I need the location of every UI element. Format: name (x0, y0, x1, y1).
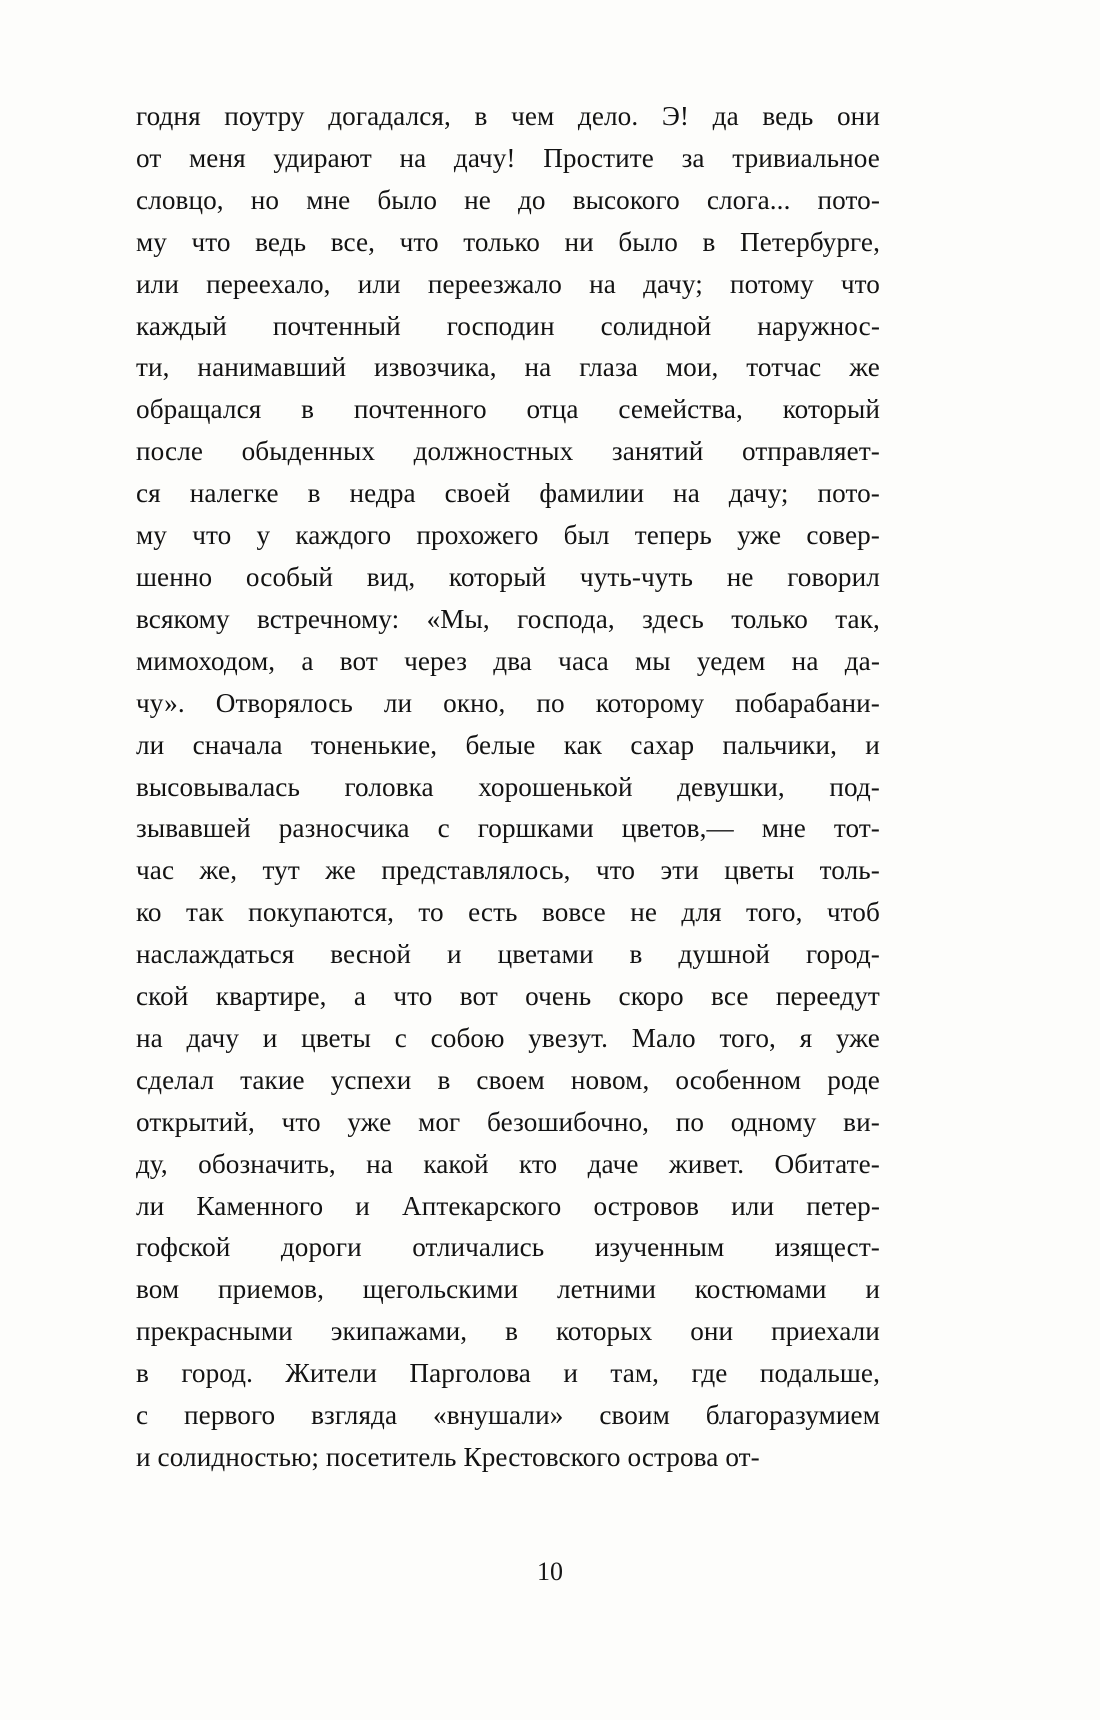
body-text-word: же (849, 352, 880, 383)
body-text-word: все (711, 981, 749, 1012)
body-text-line (136, 1353, 880, 1395)
body-text-word: благоразумием (705, 1400, 880, 1431)
body-text-line (136, 767, 880, 809)
body-text-word: чуть-чуть (579, 561, 693, 592)
body-text-word: то (418, 897, 444, 928)
body-text-line (136, 557, 880, 599)
body-text-word: отправляет- (741, 436, 880, 467)
body-text-line (136, 389, 880, 431)
body-text-word: господа, (517, 603, 615, 634)
body-text-word: дачу! (453, 142, 516, 173)
body-text-word: ко (136, 897, 162, 928)
body-text-word: да (712, 101, 739, 131)
page-number: 10 (537, 1557, 563, 1586)
body-text-word: у (256, 520, 271, 551)
body-text-word: своем (476, 1064, 545, 1095)
body-text-word: одному (730, 1106, 817, 1137)
body-text-word: особенном (675, 1064, 802, 1095)
body-text-word: каждый (136, 310, 227, 341)
body-text-word: ти, (136, 352, 170, 383)
body-text-line (136, 725, 880, 767)
body-text-word: что (393, 981, 433, 1012)
body-text-line (136, 850, 880, 892)
body-text-word: в (474, 101, 488, 131)
body-text-word: того, (746, 897, 803, 928)
body-text-word: с (394, 1022, 407, 1053)
body-text-line (136, 1395, 880, 1437)
body-text-word: ли (136, 1190, 165, 1221)
body-text-word: роде (827, 1064, 880, 1095)
body-text-word: для (681, 897, 722, 928)
body-text-word: догадался, (328, 101, 451, 131)
body-text-word: хорошенькой (478, 771, 633, 802)
body-text-word: уже (737, 520, 782, 551)
body-text-word: через (404, 645, 468, 676)
body-text-word: сделал (136, 1064, 215, 1095)
body-text-word: первого (184, 1400, 276, 1431)
body-text-word: ведь (762, 101, 814, 131)
body-text-word: подальше, (759, 1358, 880, 1389)
body-text-word: отличались (412, 1232, 545, 1263)
body-text-word: словцо, (136, 184, 224, 215)
body-text-word: Петербурге, (740, 226, 880, 257)
body-text-line: и солидностью; посетитель Крестовского острова от- (136, 1442, 760, 1472)
body-text-word: и (447, 939, 462, 970)
body-text-word: Э! (661, 101, 690, 131)
body-text-word: после (136, 436, 204, 467)
body-text-word: город. (181, 1358, 254, 1389)
body-text-word: обращался (136, 394, 262, 425)
body-text-word: мимоходом, (136, 645, 276, 676)
body-text-word: на (136, 1022, 163, 1053)
body-text-word: мог (418, 1106, 461, 1137)
body-text-word: не (726, 561, 754, 592)
body-text-word: каждого (295, 520, 392, 551)
body-text-word: с (437, 813, 450, 844)
body-text-word: они (836, 101, 880, 131)
body-text-word: чем (511, 101, 555, 131)
body-text-word: за (681, 142, 705, 173)
body-text-word: я (799, 1022, 813, 1053)
body-text-word: тривиальное (732, 142, 880, 173)
body-text-line (136, 180, 880, 222)
body-text-word: должностных (413, 436, 574, 467)
body-text-word: солидной (600, 310, 712, 341)
body-text-word: только (731, 603, 808, 634)
body-text-word: цветов,— (621, 813, 734, 844)
body-text-word: и (865, 1274, 880, 1305)
body-text-word: что (840, 268, 880, 299)
body-text-word: годня (136, 101, 201, 131)
body-text-word: вот (459, 981, 498, 1012)
body-text-word: переехало, (206, 268, 331, 299)
body-text-word: ли (383, 687, 413, 718)
body-text-word: всякому (136, 603, 230, 634)
body-text-word: не (464, 184, 491, 215)
body-text-word: ли (136, 729, 165, 760)
body-text-word: тут (262, 855, 300, 886)
body-text-word: встречному: (256, 603, 400, 634)
body-text-word: в (301, 394, 315, 425)
body-text-word: весной (330, 939, 412, 970)
body-text-word: прохожего (416, 520, 539, 551)
body-text-word: мне (306, 184, 351, 215)
body-text-word: не (630, 897, 658, 928)
body-text-word: тоненькие, (310, 729, 438, 760)
body-text-word: потому (729, 268, 814, 299)
body-text-word: на (589, 268, 616, 299)
body-text-word: так, (835, 603, 880, 634)
body-text-word: ни (564, 226, 594, 257)
body-text-word: ви- (843, 1106, 880, 1137)
body-text-word: пото- (817, 184, 880, 215)
body-text-word: приехали (771, 1316, 880, 1347)
body-text-word: и (262, 1022, 278, 1053)
body-text-word: Аптекарского (402, 1190, 562, 1221)
body-text-word: что (399, 226, 439, 257)
body-text-word: же, (199, 855, 238, 886)
body-text-word: открытий, (136, 1106, 255, 1137)
body-text-word: по (675, 1106, 705, 1137)
body-text-word: которому (595, 687, 705, 718)
body-text-word: такие (240, 1064, 305, 1095)
body-text-word: в (629, 939, 643, 970)
body-text-word: налегке (189, 478, 279, 509)
body-text-word: в (702, 226, 716, 257)
body-text-word: Отворялось (215, 687, 353, 718)
body-text-word: новом, (570, 1064, 650, 1095)
body-text-word: девушки, (677, 771, 785, 802)
body-text-line (136, 1060, 880, 1102)
body-text-line (136, 1186, 880, 1228)
body-text-word: в (307, 478, 321, 509)
body-text-word: там, (610, 1358, 660, 1389)
body-text-word: своим (599, 1400, 670, 1431)
body-text-word: есть (468, 897, 518, 928)
body-text-word: увезут. (528, 1022, 608, 1053)
body-text-word: тотчас (746, 352, 822, 383)
body-text-word: который (448, 561, 547, 592)
body-text-word: почтенного (353, 394, 487, 425)
body-text-word: что (595, 855, 636, 886)
body-text-line (136, 1144, 880, 1186)
body-text-word: дачу; (728, 478, 789, 509)
body-text-word: покупаются, (248, 897, 394, 928)
body-text-line (136, 976, 880, 1018)
body-text-word: представлялось, (381, 855, 571, 886)
body-text-word: обозначить, (198, 1148, 336, 1179)
body-text-line (136, 515, 880, 557)
body-text-word: особый (245, 561, 334, 592)
body-text-word: уже (347, 1106, 392, 1137)
body-text-word: сахар (630, 729, 695, 760)
body-text-word: кто (518, 1148, 558, 1179)
body-text-word: горшками (477, 813, 594, 844)
body-text-word: совер- (806, 520, 880, 551)
body-text-word: приемов, (218, 1274, 325, 1305)
body-text-word: высокого (572, 184, 680, 215)
body-text-word: на (399, 142, 427, 173)
body-text-line (136, 1227, 880, 1269)
body-text-word: того, (719, 1022, 776, 1053)
body-text-word: изученным (594, 1232, 725, 1263)
body-text-word: под- (829, 771, 880, 802)
body-text-word: но (250, 184, 280, 215)
body-text-line (136, 1311, 880, 1353)
body-text-word: головка (344, 771, 434, 802)
body-text-line (136, 683, 880, 725)
body-text-word: в (505, 1316, 519, 1347)
body-text-word: гофской (136, 1232, 231, 1263)
body-text-word: цветы (301, 1022, 372, 1053)
body-text-word: собою (430, 1022, 505, 1053)
body-text-word: было (377, 184, 438, 215)
body-text-word: квартире, (215, 981, 327, 1012)
body-text-word: два (493, 645, 532, 676)
body-text-word: час (136, 855, 175, 886)
body-text-word: в (136, 1358, 149, 1389)
body-text-word: дачу (186, 1022, 240, 1053)
body-text-word: было (618, 226, 679, 257)
body-text-line (136, 222, 880, 264)
body-text-word: вовсе (541, 897, 606, 928)
body-text-word: шенно (136, 561, 213, 592)
body-text-word: на (791, 645, 819, 676)
body-text-word: был (563, 520, 610, 551)
body-text-word: же (325, 855, 356, 886)
body-text-word: цветы (724, 855, 795, 886)
body-text-word: «внушали» (433, 1400, 564, 1431)
body-text-word: дело. (577, 101, 639, 131)
body-text-word: а (301, 645, 314, 676)
body-text-word: дороги (280, 1232, 362, 1263)
body-text-word: разносчика (278, 813, 410, 844)
body-text-line (136, 431, 880, 473)
body-text-word: от (136, 142, 162, 173)
body-text-word: изящест- (774, 1232, 880, 1263)
body-text-word: да- (844, 645, 880, 676)
body-text-word: скоро (618, 981, 684, 1012)
body-text-word: что (281, 1106, 321, 1137)
body-text-line (136, 473, 880, 515)
body-text-word: до (518, 184, 546, 215)
body-text-word: Простите (543, 142, 654, 173)
body-text-word: который (782, 394, 880, 425)
body-text-word: уедем (696, 645, 766, 676)
body-text-word: отца (526, 394, 579, 425)
body-text-word: они (690, 1316, 734, 1347)
body-text-word: щегольскими (362, 1274, 519, 1305)
body-text-word: пальчики, (722, 729, 837, 760)
body-text-word: ду, (136, 1148, 168, 1179)
body-text-line (136, 306, 880, 348)
body-text-line (136, 934, 880, 976)
body-text-word: переезжало (427, 268, 562, 299)
body-text-word: фамилии (539, 478, 645, 509)
body-text-word: Мало (631, 1022, 696, 1053)
body-text-word: нанимавший (197, 352, 347, 383)
body-text-line (136, 1018, 880, 1060)
body-text-word: окно, (443, 687, 506, 718)
body-text-word: с (136, 1400, 149, 1431)
body-text-word: толь- (819, 855, 880, 886)
body-text-word: недра (349, 478, 416, 509)
body-text-word: какой (423, 1148, 489, 1179)
body-text-word: и (355, 1190, 370, 1221)
body-text-word: пото- (817, 478, 880, 509)
body-text-word: почтенный (272, 310, 401, 341)
body-text-word: ведь (255, 226, 307, 257)
body-text-word: теперь (634, 520, 712, 551)
body-text-word: вид, (366, 561, 416, 592)
body-text-word: островов (593, 1190, 700, 1221)
body-text-word: му (136, 520, 167, 551)
body-text-line (136, 96, 880, 138)
body-text-word: Жители (285, 1358, 377, 1389)
body-text-line (136, 347, 880, 389)
body-text-line (136, 1269, 880, 1311)
body-text-word: взгляда (311, 1400, 398, 1431)
body-text-line (136, 641, 880, 683)
body-text-word: чу». (136, 687, 185, 718)
body-text-word: му (136, 226, 167, 257)
body-text-word: успехи (330, 1064, 412, 1095)
body-text-word: вом (136, 1274, 180, 1305)
body-text-word: как (563, 729, 603, 760)
body-text-word: что (191, 226, 231, 257)
body-text-line (136, 892, 880, 934)
body-text-word: слога... (706, 184, 791, 215)
body-text-word: мне (761, 813, 806, 844)
body-text-block (136, 96, 880, 1479)
body-text-word: вот (339, 645, 378, 676)
body-text-word: ской (136, 981, 189, 1012)
body-text-word: глаза (579, 352, 638, 383)
body-text-word: или (136, 268, 179, 299)
body-text-word: душной (678, 939, 771, 970)
body-text-word: чтоб (826, 897, 880, 928)
body-text-word: экипажами, (330, 1316, 468, 1347)
body-text-word: мы (635, 645, 671, 676)
body-text-word: говорил (787, 561, 880, 592)
body-text-word: семейства, (618, 394, 743, 425)
body-text-word: высовывалась (136, 771, 300, 802)
body-text-word: что (192, 520, 232, 551)
body-text-word: переедут (775, 981, 880, 1012)
body-text-word: белые (465, 729, 536, 760)
body-text-word: ся (136, 478, 161, 509)
body-text-word: а (353, 981, 367, 1012)
body-text-word: костюмами (694, 1274, 827, 1305)
body-text-word: удирают (273, 142, 372, 173)
body-text-word: летними (556, 1274, 657, 1305)
body-text-word: побарабани- (735, 687, 880, 718)
body-text-word: меня (188, 142, 246, 173)
body-text-word: где (691, 1358, 728, 1389)
body-text-word: которых (555, 1316, 653, 1347)
body-text-word: эти (660, 855, 699, 886)
body-text-word: зывавшей (136, 813, 251, 844)
body-text-word: цветами (497, 939, 594, 970)
body-text-word: господин (446, 310, 555, 341)
body-text-word: все, (330, 226, 376, 257)
body-text-line (136, 599, 880, 641)
body-text-word: на (366, 1148, 393, 1179)
body-text-word: мои, (665, 352, 719, 383)
body-text-word: в (437, 1064, 451, 1095)
body-text-line (136, 264, 880, 306)
body-text-word: дачу; (643, 268, 703, 299)
body-text-word: здесь (642, 603, 704, 634)
body-text-line (136, 1102, 880, 1144)
body-text-line (136, 808, 880, 850)
body-text-word: прекрасными (136, 1316, 293, 1347)
body-text-word: или (357, 268, 401, 299)
body-text-word: даче (587, 1148, 639, 1179)
body-text-word: тот- (833, 813, 880, 844)
body-text-word: занятий (611, 436, 704, 467)
body-text-word: очень (525, 981, 592, 1012)
body-text-word: по (536, 687, 565, 718)
body-text-word: город- (805, 939, 880, 970)
body-text-word: обыденных (241, 436, 376, 467)
body-text-word: и (563, 1358, 578, 1389)
body-text-word: наружнос- (757, 310, 880, 341)
body-text-word: на (524, 352, 552, 383)
body-text-word: своей (444, 478, 511, 509)
body-text-word: поутру (224, 101, 305, 131)
body-text-word: на (673, 478, 700, 509)
body-text-word: или (731, 1190, 775, 1221)
body-text-word: Каменного (196, 1190, 324, 1221)
body-text-word: «Мы, (426, 603, 490, 634)
body-text-word: сначала (192, 729, 283, 760)
body-text-word: и (865, 729, 880, 760)
body-text-word: безошибочно, (487, 1106, 650, 1137)
body-text-line (136, 138, 880, 180)
body-text-word: уже (835, 1022, 880, 1053)
body-text-word: живет. (668, 1148, 745, 1179)
body-text-word: Обитате- (774, 1148, 880, 1179)
body-text-word: так (186, 897, 224, 928)
body-text-word: часа (558, 645, 609, 676)
body-text-word: петер- (806, 1190, 880, 1221)
body-text-word: наслаждаться (136, 939, 295, 970)
body-text-word: Парголова (409, 1358, 531, 1389)
body-text-word: извозчика, (374, 352, 497, 383)
body-text-word: только (463, 226, 540, 257)
